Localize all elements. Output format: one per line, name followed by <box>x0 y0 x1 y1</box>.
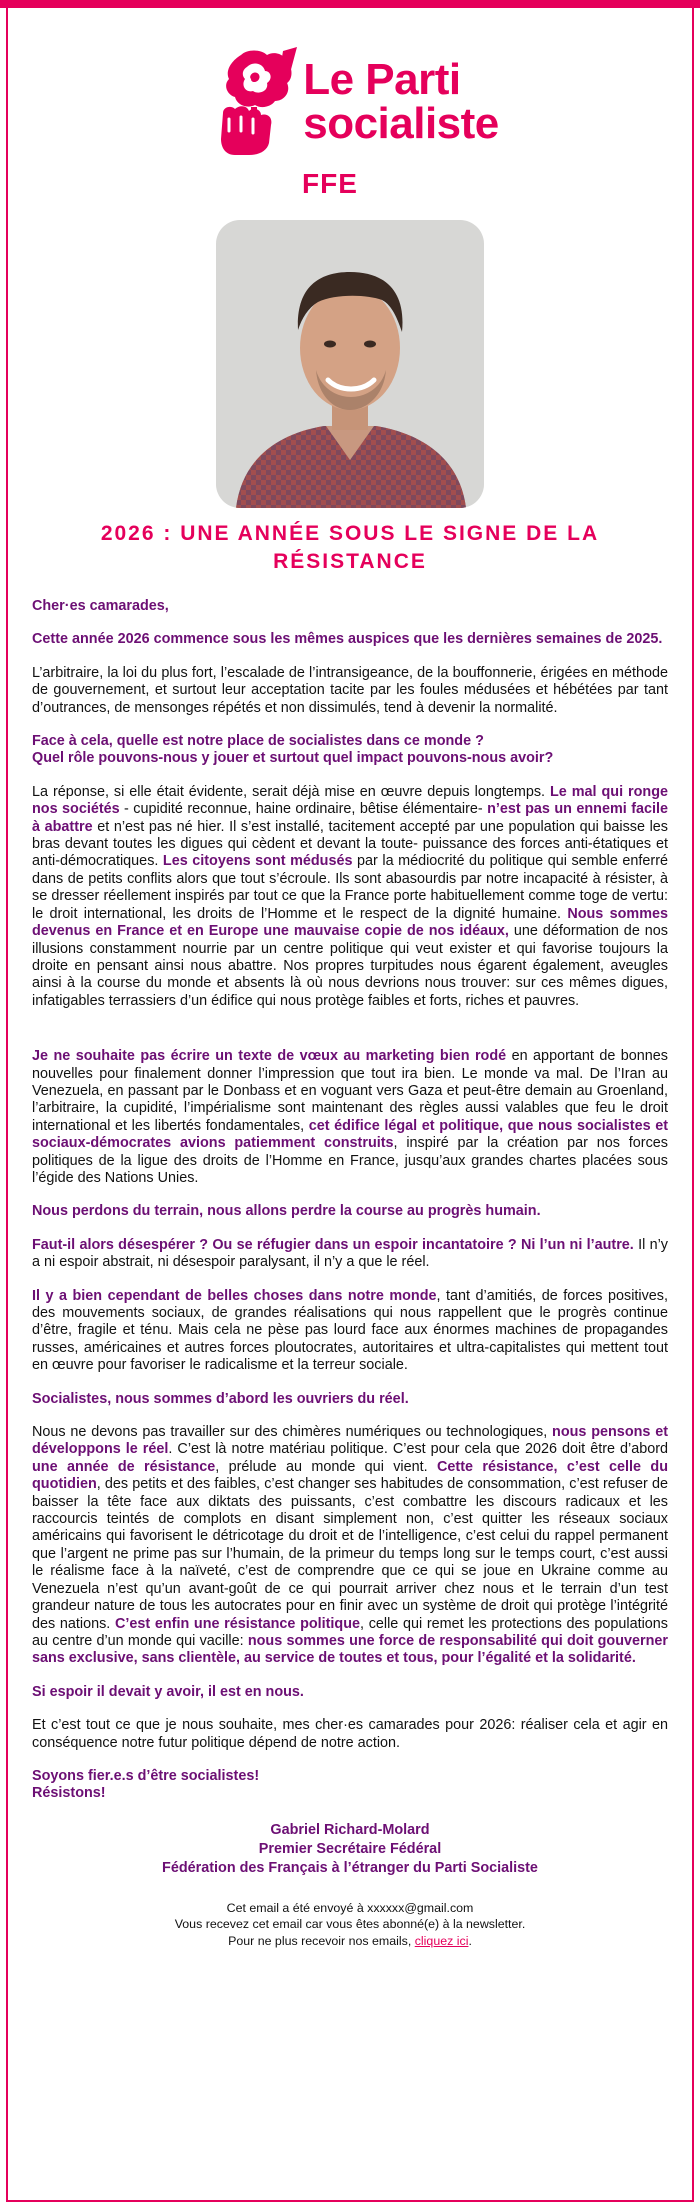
top-accent-bar <box>0 0 700 8</box>
closing-1: Soyons fier.e.s d’être socialistes! <box>32 1767 260 1784</box>
text: , tant d’amitiés, de forces positives, des mouvements sociaux, de grandes réalisations qui nous rappellent que le progrès continue d’être, fragile et ténu. Mais cela ne pèse pas lourd face aux énormes machines de propagandes russes, américaines et autres forces ploutocrates, autoritaires et ultra-capitalistes qui mettent tout en œuvre pour favoriser le radicalisme et la terreur sociale. <box>32 1287 668 1374</box>
highlight: une année de résistance <box>32 1458 216 1475</box>
text: une déformation de nos illusions constamment nourrie par un centre politique qui veut exister et qui favorise toujours la droite en pensant ainsi nous abattre. Nos propres turpitudes nous égarent également, aveugles ainsi à la course du monde et absents là où nous devrions nous trouver: sur ces mêmes digues, infatigables terrassiers d’un édifice qui nous protège faibles et forts, riches et pauvres. <box>32 923 668 1009</box>
signature-org: Fédération des Français à l’étranger du Parti Socialiste <box>162 1859 538 1876</box>
footer-unsubscribe-line <box>8 1933 692 1950</box>
highlight: Cette résistance, c’est celle du quotidien <box>32 1458 668 1493</box>
paragraph <box>32 1048 668 1187</box>
email-frame <box>6 8 694 2202</box>
text: La réponse, si elle était évidente, serait déjà mise en œuvre depuis longtemps. <box>32 783 550 800</box>
paragraph-highlight: Si espoir il devait y avoir, il est en nous. <box>32 1683 304 1700</box>
highlight: n’est pas un ennemi facile à abattre <box>32 801 668 835</box>
highlight: Le mal qui ronge nos sociétés <box>32 783 668 818</box>
signature-role: Premier Secrétaire Fédéral <box>258 1840 442 1857</box>
brand-line-1: Le Parti <box>303 55 461 104</box>
footer-period: . <box>468 1933 472 1948</box>
questions <box>32 733 668 768</box>
signature-block <box>8 1821 692 1878</box>
intro: Cette année 2026 commence sous les mêmes auspices que les dernières semaines de 2025. <box>32 631 663 648</box>
highlight: Faut-il alors désespérer ? Ou se réfugier dans un espoir incantatoire ? Ni l’un ni l’autre. <box>32 1236 634 1253</box>
letter-body <box>8 576 692 1803</box>
question-1: Face à cela, quelle est notre place de socialistes dans ce monde ? <box>32 733 484 750</box>
text: , celle qui remet les protections des populations au centre d’un monde qui vacille: <box>32 1615 669 1649</box>
highlight: cet édifice légal et politique, que nous socialistes et sociaux-démocrates avions patiemment construits <box>32 1117 668 1152</box>
text: . C’est là notre matériau politique. C’est pour cela que 2026 doit être d’abord <box>168 1441 669 1458</box>
brand-wordmark <box>303 55 499 148</box>
highlight: nous pensons et développons le réel <box>32 1424 669 1458</box>
paragraph: Et c’est tout ce que je nous souhaite, mes cher·es camarades pour 2026: réaliser cela et agir en conséquence notre futur politique dépend de notre action. <box>32 1717 668 1751</box>
brand-subtitle: FFE <box>302 168 358 199</box>
text: , prélude au monde qui vient. <box>215 1458 437 1475</box>
highlight: Nous sommes devenus en France et en Europe une mauvaise copie de nos idéaux, <box>32 905 668 940</box>
text: - cupidité reconnue, haine ordinaire, bêtise élémentaire- <box>119 801 488 818</box>
paragraph-highlight: Socialistes, nous sommes d’abord les ouvriers du réel. <box>32 1390 409 1407</box>
text: par la médiocrité du politique qui semble enferré dans de petits conflits alors que tout s’écroule. Ils sont abasourdis par notre incapacité à résister, à se dresser réellement inspirés par tout ce que la France porte habituellement comme toge de vertu: le droit international, les droits de l’Homme et le respect de la dignité humaine. <box>32 853 668 922</box>
party-logo <box>8 8 692 158</box>
signature-name: Gabriel Richard-Molard <box>270 1821 430 1838</box>
paragraph <box>32 1237 668 1272</box>
text: en apportant de bonnes nouvelles pour finalement donner l’impression que tout ira bien. Le monde va mal. De l’Iran au Venezuela, en passant par le Donbass et en voguant vers Gaza et peut-être demain au Groenland, l’arbitraire, la cupidité, l’impérialisme sont maintenant des règles aussi valables que feu le droit international et les libertés fondamentales, <box>32 1048 668 1134</box>
closing <box>32 1768 668 1803</box>
question-2: Quel rôle pouvons-nous y jouer et surtout quel impact pouvons-nous avoir? <box>32 750 554 767</box>
paragraph-highlight: Nous perdons du terrain, nous allons perdre la course au progrès humain. <box>32 1203 541 1220</box>
text: Nous ne devons pas travailler sur des chimères numériques ou technologiques, <box>32 1424 553 1441</box>
footer-unsubscribe-text: Pour ne plus recevoir nos emails, <box>228 1933 415 1948</box>
footer-reason: Vous recevez cet email car vous êtes abonné(e) à la newsletter. <box>174 1917 526 1932</box>
paragraph <box>32 784 668 1010</box>
headline: 2026 : UNE ANNÉE SOUS LE SIGNE DE LA RÉSISTANCE <box>100 522 600 573</box>
rose-fist-icon <box>201 47 297 157</box>
paragraph <box>32 1288 668 1375</box>
paragraph: L’arbitraire, la loi du plus fort, l’escalade de l’intransigeance, de la bouffonnerie, érigées en méthode de gouvernement, et surtout leur acceptation tacite par les foules médusées et hébétées par tant d’outrances, de mensonges répétés et non dissimulés, tend à devenir la normalité. <box>32 664 668 716</box>
closing-2: Résistons! <box>32 1785 106 1802</box>
text: et n’est pas né hier. Il s’est installé, tacitement accepté par une population qui baisse les bras devant toutes les digues qui cèdent et devant la toute- puissance des forces anti-étatiques et anti-démocratiques. <box>32 818 668 870</box>
highlight: Je ne souhaite pas écrire un texte de vœux au marketing bien rodé <box>32 1048 507 1065</box>
text: Il n’y a ni espoir abstrait, ni désespoir paralysant, il n’y a que le réel. <box>32 1236 668 1271</box>
spacer <box>32 1026 668 1048</box>
highlight: Les citoyens sont médusés <box>162 853 353 870</box>
greeting: Cher·es camarades, <box>32 598 169 614</box>
unsubscribe-link[interactable]: cliquez ici <box>414 1933 469 1948</box>
text: , inspiré par la création par nos forces politiques de la ligue des droits de l’Homme en France, jusqu’aux grandes chartes placées sous l’égide des Nations Unies. <box>32 1135 668 1186</box>
email-footer <box>8 1900 692 1950</box>
footer-recipient: Cet email a été envoyé à xxxxxx@gmail.com <box>226 1900 474 1915</box>
highlight: nous sommes une force de responsabilité qui doit gouverner sans exclusive, sans clientèle, au service de toutes et tous, pour l’égalité et la solidarité. <box>32 1632 668 1667</box>
text: , des petits et des faibles, c’est changer ses habitudes de consommation, c’est refuser de baisser la tête face aux diktats des puissants, c’est combattre les discours radicaux et les raccourcis teintés de complots en disant simplement non, c’est quitter les réseaux sociaux américains qui favorisent le détricotage du droit et de l’intelligence, c’est celui du rappel permanent que l’argent ne prime pas sur l’humain, de la primeur du temps long sur le temps court, c’est aussi le réalisme face à la naïveté, c’est de comprendre que ce qui se joue en Ukraine comme au Venezuela n’est qu’un avant-goût de ce qui pourrait arriver chez nous et le terrain d’un test grandeur nature de tous les autocrates pour en finir avec un système de droit qui protège l’intégrité des nations. <box>32 1476 668 1632</box>
author-photo <box>216 220 484 508</box>
highlight: Il y a bien cependant de belles choses dans notre monde <box>32 1287 437 1304</box>
portrait-image <box>216 220 484 508</box>
highlight: C’est enfin une résistance politique <box>114 1615 361 1632</box>
brand-line-2: socialiste <box>303 99 499 148</box>
paragraph <box>32 1424 668 1668</box>
